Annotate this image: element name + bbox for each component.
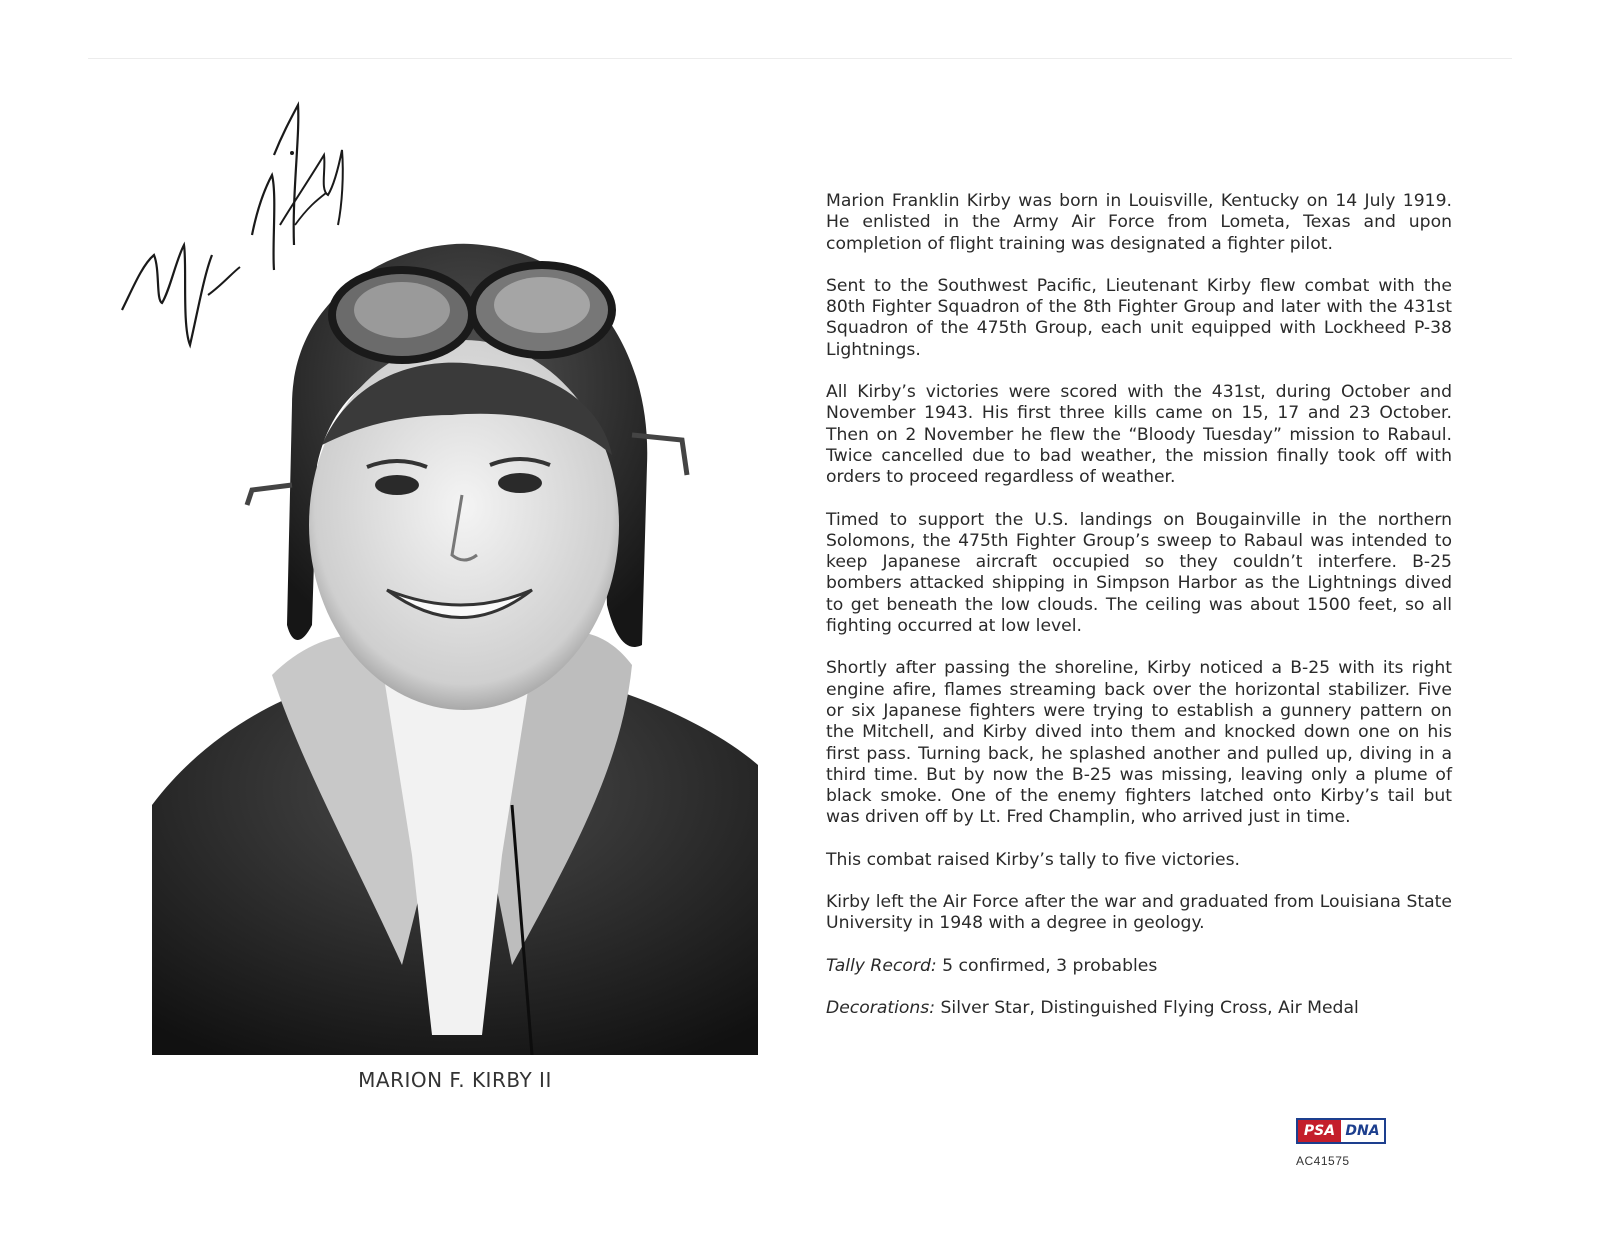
autograph-signature (112, 95, 352, 365)
bio-paragraph-2: Sent to the Southwest Pacific, Lieutenant Kirby flew combat with the 80th Fighter Squadron of the 8th Fighter Group and later with the 431st Squadron of the 475th Group, each unit equipped with Lockheed P-38 Lightnings. (826, 275, 1452, 360)
psa-dna-logo (1296, 1118, 1386, 1144)
tally-record (826, 956, 1452, 977)
bio-paragraph-6: This combat raised Kirby’s tally to five victories. (826, 849, 1240, 870)
portrait-caption: MARION F. KIRBY II (358, 1068, 552, 1092)
tally-record-label: Tally Record: (826, 955, 937, 976)
tally-record-value: 5 confirmed, 3 probables (936, 955, 1158, 976)
bio-paragraph-3: All Kirby’s victories were scored with the 431st, during October and November 1943. His first three kills came on 15, 17 and 23 October. Then on 2 November he flew the “Bloody Tuesday” mission to Rabaul. Twice cancelled due to bad weather, the mission finally took off with orders to proceed regardless of weather. (826, 382, 1452, 488)
bio-paragraph-5: Shortly after passing the shoreline, Kirby noticed a B-25 with its right engine afire, flames streaming back over the horizontal stabilizer. Five or six Japanese fighters were trying to establish a gunnery pattern on the Mitchell, and Kirby dived into them and knocked down one on his first pass. Turning back, he splashed another and pulled up, diving in a third time. But by now the B-25 was missing, leaving only a plume of black smoke. One of the enemy fighters latched onto Kirby’s tail but was driven off by Lt. Fred Champlin, who arrived just in time. (826, 658, 1452, 828)
page-edge (88, 58, 1512, 59)
bio-paragraph-1: Marion Franklin Kirby was born in Louisville, Kentucky on 14 July 1919. He enlisted in the Army Air Force from Lometa, Texas and upon completion of flight training was designated a fighter pilot. (826, 191, 1452, 254)
certificate-id: AC41575 (1296, 1154, 1350, 1168)
psa-logo-text: PSA (1298, 1120, 1341, 1142)
decorations (826, 998, 1452, 1019)
bio-paragraph-7: Kirby left the Air Force after the war and graduated from Louisiana State University in 1948 with a degree in geology. (826, 892, 1452, 934)
decorations-value: Silver Star, Distinguished Flying Cross, Air Medal (935, 997, 1359, 1018)
dna-logo-text: DNA (1341, 1120, 1384, 1142)
decorations-label: Decorations: (826, 997, 936, 1018)
biography-text (826, 191, 1452, 1040)
authentication-sticker (1296, 1118, 1386, 1168)
bio-paragraph-4: Timed to support the U.S. landings on Bougainville in the northern Solomons, the 475th Fighter Group’s sweep to Rabaul was intended to keep Japanese aircraft occupied so they couldn’t interfere. B-25 bombers attacked shipping in Simpson Harbor as the Lightnings dived to get beneath the low clouds. The ceiling was about 1500 feet, so all fighting occurred at low level. (826, 509, 1452, 637)
